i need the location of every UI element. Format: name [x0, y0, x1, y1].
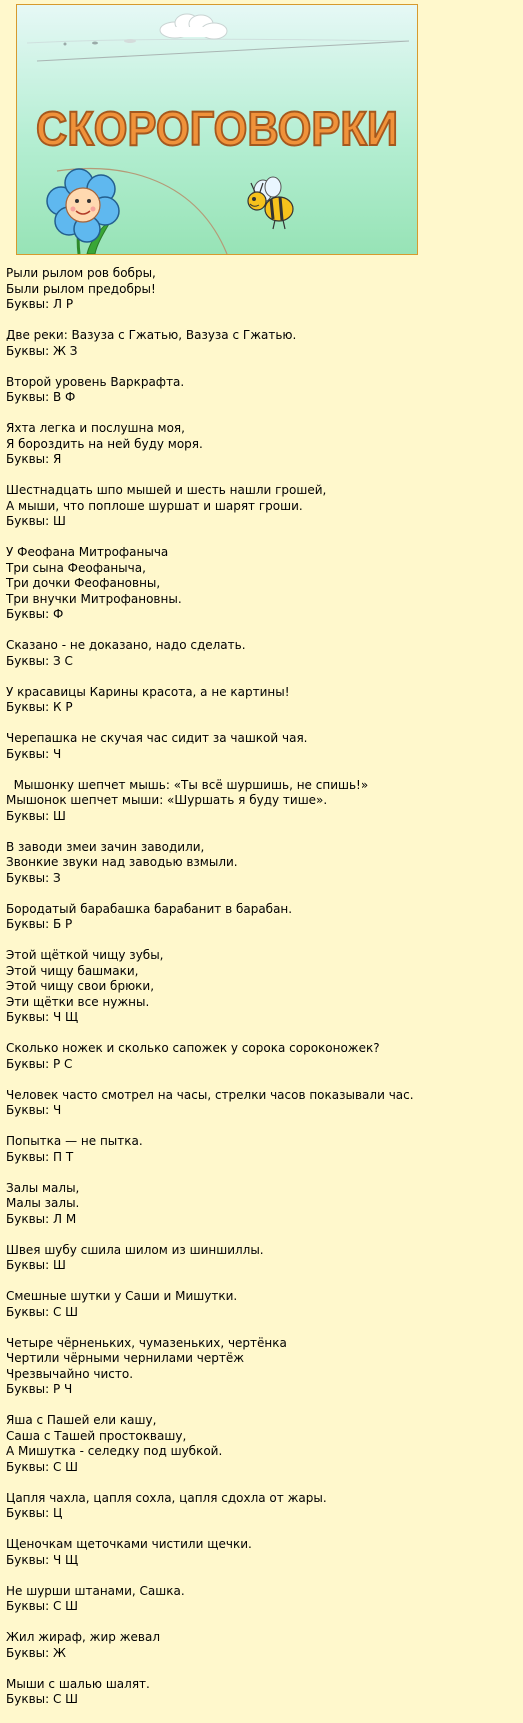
- tongue-twister-line: Четыре чёрненьких, чумазеньких, чертёнка: [6, 1335, 287, 1350]
- tongue-twister-entry: [6, 1336, 516, 1398]
- tongue-twister-line: Чертили чёрными чернилами чертёж: [6, 1351, 245, 1365]
- tongue-twister-entry: [6, 328, 516, 359]
- tongue-twister-line: Залы малы,: [6, 1180, 80, 1195]
- tongue-twister-entry: [6, 902, 516, 933]
- tongue-twister-entry: [6, 1289, 516, 1320]
- letters-label: Буквы: З: [6, 870, 61, 885]
- tongue-twister-line: Были рылом предобры!: [6, 281, 156, 296]
- tongue-twister-line: Эти щётки все нужны.: [6, 994, 150, 1009]
- tongue-twister-line: Швея шубу сшила шилом из шиншиллы.: [6, 1242, 264, 1257]
- letters-label: Буквы: Л М: [6, 1211, 77, 1226]
- tongue-twister-entry: [6, 1181, 516, 1228]
- tongue-twister-line: Мышонку шепчет мышь: «Ты всё шуршишь, не спишь!»: [6, 777, 369, 792]
- tongue-twister-line: Звонкие звуки над заводью взмыли.: [6, 855, 238, 869]
- tongue-twister-line: Мыши с шалью шалят.: [6, 1676, 150, 1691]
- tongue-twister-line: Не шурши штанами, Сашка.: [6, 1583, 185, 1598]
- tongue-twister-line: Сказано - не доказано, надо сделать.: [6, 638, 246, 652]
- letters-label: Буквы: С Ш: [6, 1459, 79, 1474]
- tongue-twister-entry: [6, 731, 516, 762]
- tongue-twister-line: Этой щёткой чищу зубы,: [6, 948, 164, 962]
- tongue-twister-entry: [6, 1630, 516, 1661]
- tongue-twister-line: А Мишутка - селедку под шубкой.: [6, 1444, 223, 1458]
- tongue-twister-entry: [6, 1413, 516, 1475]
- letters-label: Буквы: Ж: [6, 1645, 66, 1660]
- letters-label: Буквы: Л Р: [6, 297, 74, 311]
- tongue-twister-line: Этой чищу башмаки,: [6, 963, 139, 978]
- tongue-twister-entry: [6, 685, 516, 716]
- tongue-twister-line: Три дочки Феофановны,: [6, 576, 161, 590]
- tongue-twister-line: Человек часто смотрел на часы, стрелки часов показывали час.: [6, 1087, 414, 1102]
- letters-label: Буквы: П Т: [6, 1149, 74, 1164]
- tongue-twister-line: А мыши, что поплоше шуршат и шарят гроши.: [6, 498, 303, 513]
- tongue-twister-line: Щеночкам щеточками чистили щечки.: [6, 1537, 252, 1551]
- banner-title: СКОРОГОВОРКИ: [36, 103, 398, 156]
- tongue-twister-line: Попытка — не пытка.: [6, 1134, 143, 1148]
- tongue-twister-line: Черепашка не скучая час сидит за чашкой чая.: [6, 731, 308, 745]
- tongue-twister-line: Второй уровень Варкрафта.: [6, 374, 185, 389]
- letters-label: Буквы: Я: [6, 452, 62, 466]
- tongue-twister-line: Рыли рылом ров бобры,: [6, 266, 156, 280]
- tongue-twister-entry: [6, 948, 516, 1026]
- tongue-twister-entry: [6, 1677, 516, 1708]
- letters-label: Буквы: С Ш: [6, 1692, 79, 1706]
- tongue-twister-line: Этой чищу свои брюки,: [6, 979, 155, 993]
- letters-label: Буквы: Ч Щ: [6, 1552, 79, 1567]
- letters-label: Буквы: Б Р: [6, 917, 73, 931]
- letters-label: Буквы: Ф: [6, 607, 64, 621]
- letters-label: Буквы: С Ш: [6, 1599, 79, 1613]
- tongue-twister-entry: [6, 266, 516, 313]
- tongue-twister-line: Мышонок шепчет мыши: «Шуршать я буду тише».: [6, 793, 328, 807]
- letters-label: Буквы: Ч: [6, 746, 62, 761]
- letters-label: Буквы: Р Ч: [6, 1382, 73, 1396]
- tongue-twister-entry: [6, 840, 516, 887]
- tongue-twister-line: Цапля чахла, цапля сохла, цапля сдохла от жары.: [6, 1490, 327, 1505]
- tongue-twister-line: Три внучки Митрофановны.: [6, 591, 182, 606]
- tongue-twister-entry: [6, 638, 516, 669]
- tongue-twister-line: У Феофана Митрофаныча: [6, 545, 169, 559]
- tongue-twister-entry: [6, 375, 516, 406]
- tongue-twister-entry: [6, 483, 516, 530]
- letters-label: Буквы: З С: [6, 653, 73, 668]
- tongue-twister-entry: [6, 778, 516, 825]
- tongue-twister-entry: [6, 545, 516, 623]
- tongue-twister-entry: [6, 1537, 516, 1568]
- tongue-twister-entry: [6, 1088, 516, 1119]
- tongue-twister-list: [6, 266, 516, 1723]
- tongue-twister-line: Яша с Пашей ели кашу,: [6, 1413, 157, 1427]
- tongue-twister-line: У красавицы Карины красота, а не картины!: [6, 684, 290, 699]
- letters-label: Буквы: К Р: [6, 700, 73, 714]
- tongue-twister-line: В заводи змеи зачин заводили,: [6, 839, 205, 854]
- tongue-twister-line: Сколько ножек и сколько сапожек у сорока сороконожек?: [6, 1041, 380, 1055]
- letters-label: Буквы: Ш: [6, 514, 66, 528]
- tongue-twister-line: Бородатый барабашка барабанит в барабан.: [6, 901, 293, 916]
- tongue-twister-line: Смешные шутки у Саши и Мишутки.: [6, 1289, 238, 1303]
- letters-label: Буквы: С Ш: [6, 1304, 79, 1319]
- letters-label: Буквы: В Ф: [6, 390, 76, 404]
- letters-label: Буквы: Ш: [6, 808, 66, 823]
- letters-label: Буквы: Ш: [6, 1258, 66, 1272]
- tongue-twister-entry: [6, 1491, 516, 1522]
- tongue-twister-entry: [6, 1041, 516, 1072]
- tongue-twister-line: Две реки: Вазуза с Гжатью, Вазуза с Гжатью.: [6, 328, 297, 342]
- tongue-twister-line: Чрезвычайно чисто.: [6, 1366, 134, 1381]
- tongue-twister-line: Жил жираф, жир жевал: [6, 1630, 161, 1644]
- tongue-twister-line: Саша с Ташей простоквашу,: [6, 1428, 187, 1443]
- tongue-twister-line: Яхта легка и послушна моя,: [6, 421, 185, 435]
- letters-label: Буквы: Ч: [6, 1103, 62, 1117]
- letters-label: Буквы: Ж З: [6, 343, 78, 358]
- tongue-twister-entry: [6, 421, 516, 468]
- tongue-twister-entry: [6, 1584, 516, 1615]
- tongue-twister-entry: [6, 1243, 516, 1274]
- tongue-twister-line: Я бороздить на ней буду моря.: [6, 436, 203, 451]
- banner-image: [16, 4, 418, 255]
- tongue-twister-line: Три сына Феофаныча,: [6, 560, 146, 575]
- letters-label: Буквы: Ч Щ: [6, 1010, 79, 1024]
- tongue-twister-line: Малы залы.: [6, 1196, 80, 1210]
- tongue-twister-entry: [6, 1134, 516, 1165]
- tongue-twister-line: Шестнадцать шпо мышей и шесть нашли грошей,: [6, 483, 327, 497]
- letters-label: Буквы: Ц: [6, 1506, 63, 1520]
- letters-label: Буквы: Р С: [6, 1056, 73, 1071]
